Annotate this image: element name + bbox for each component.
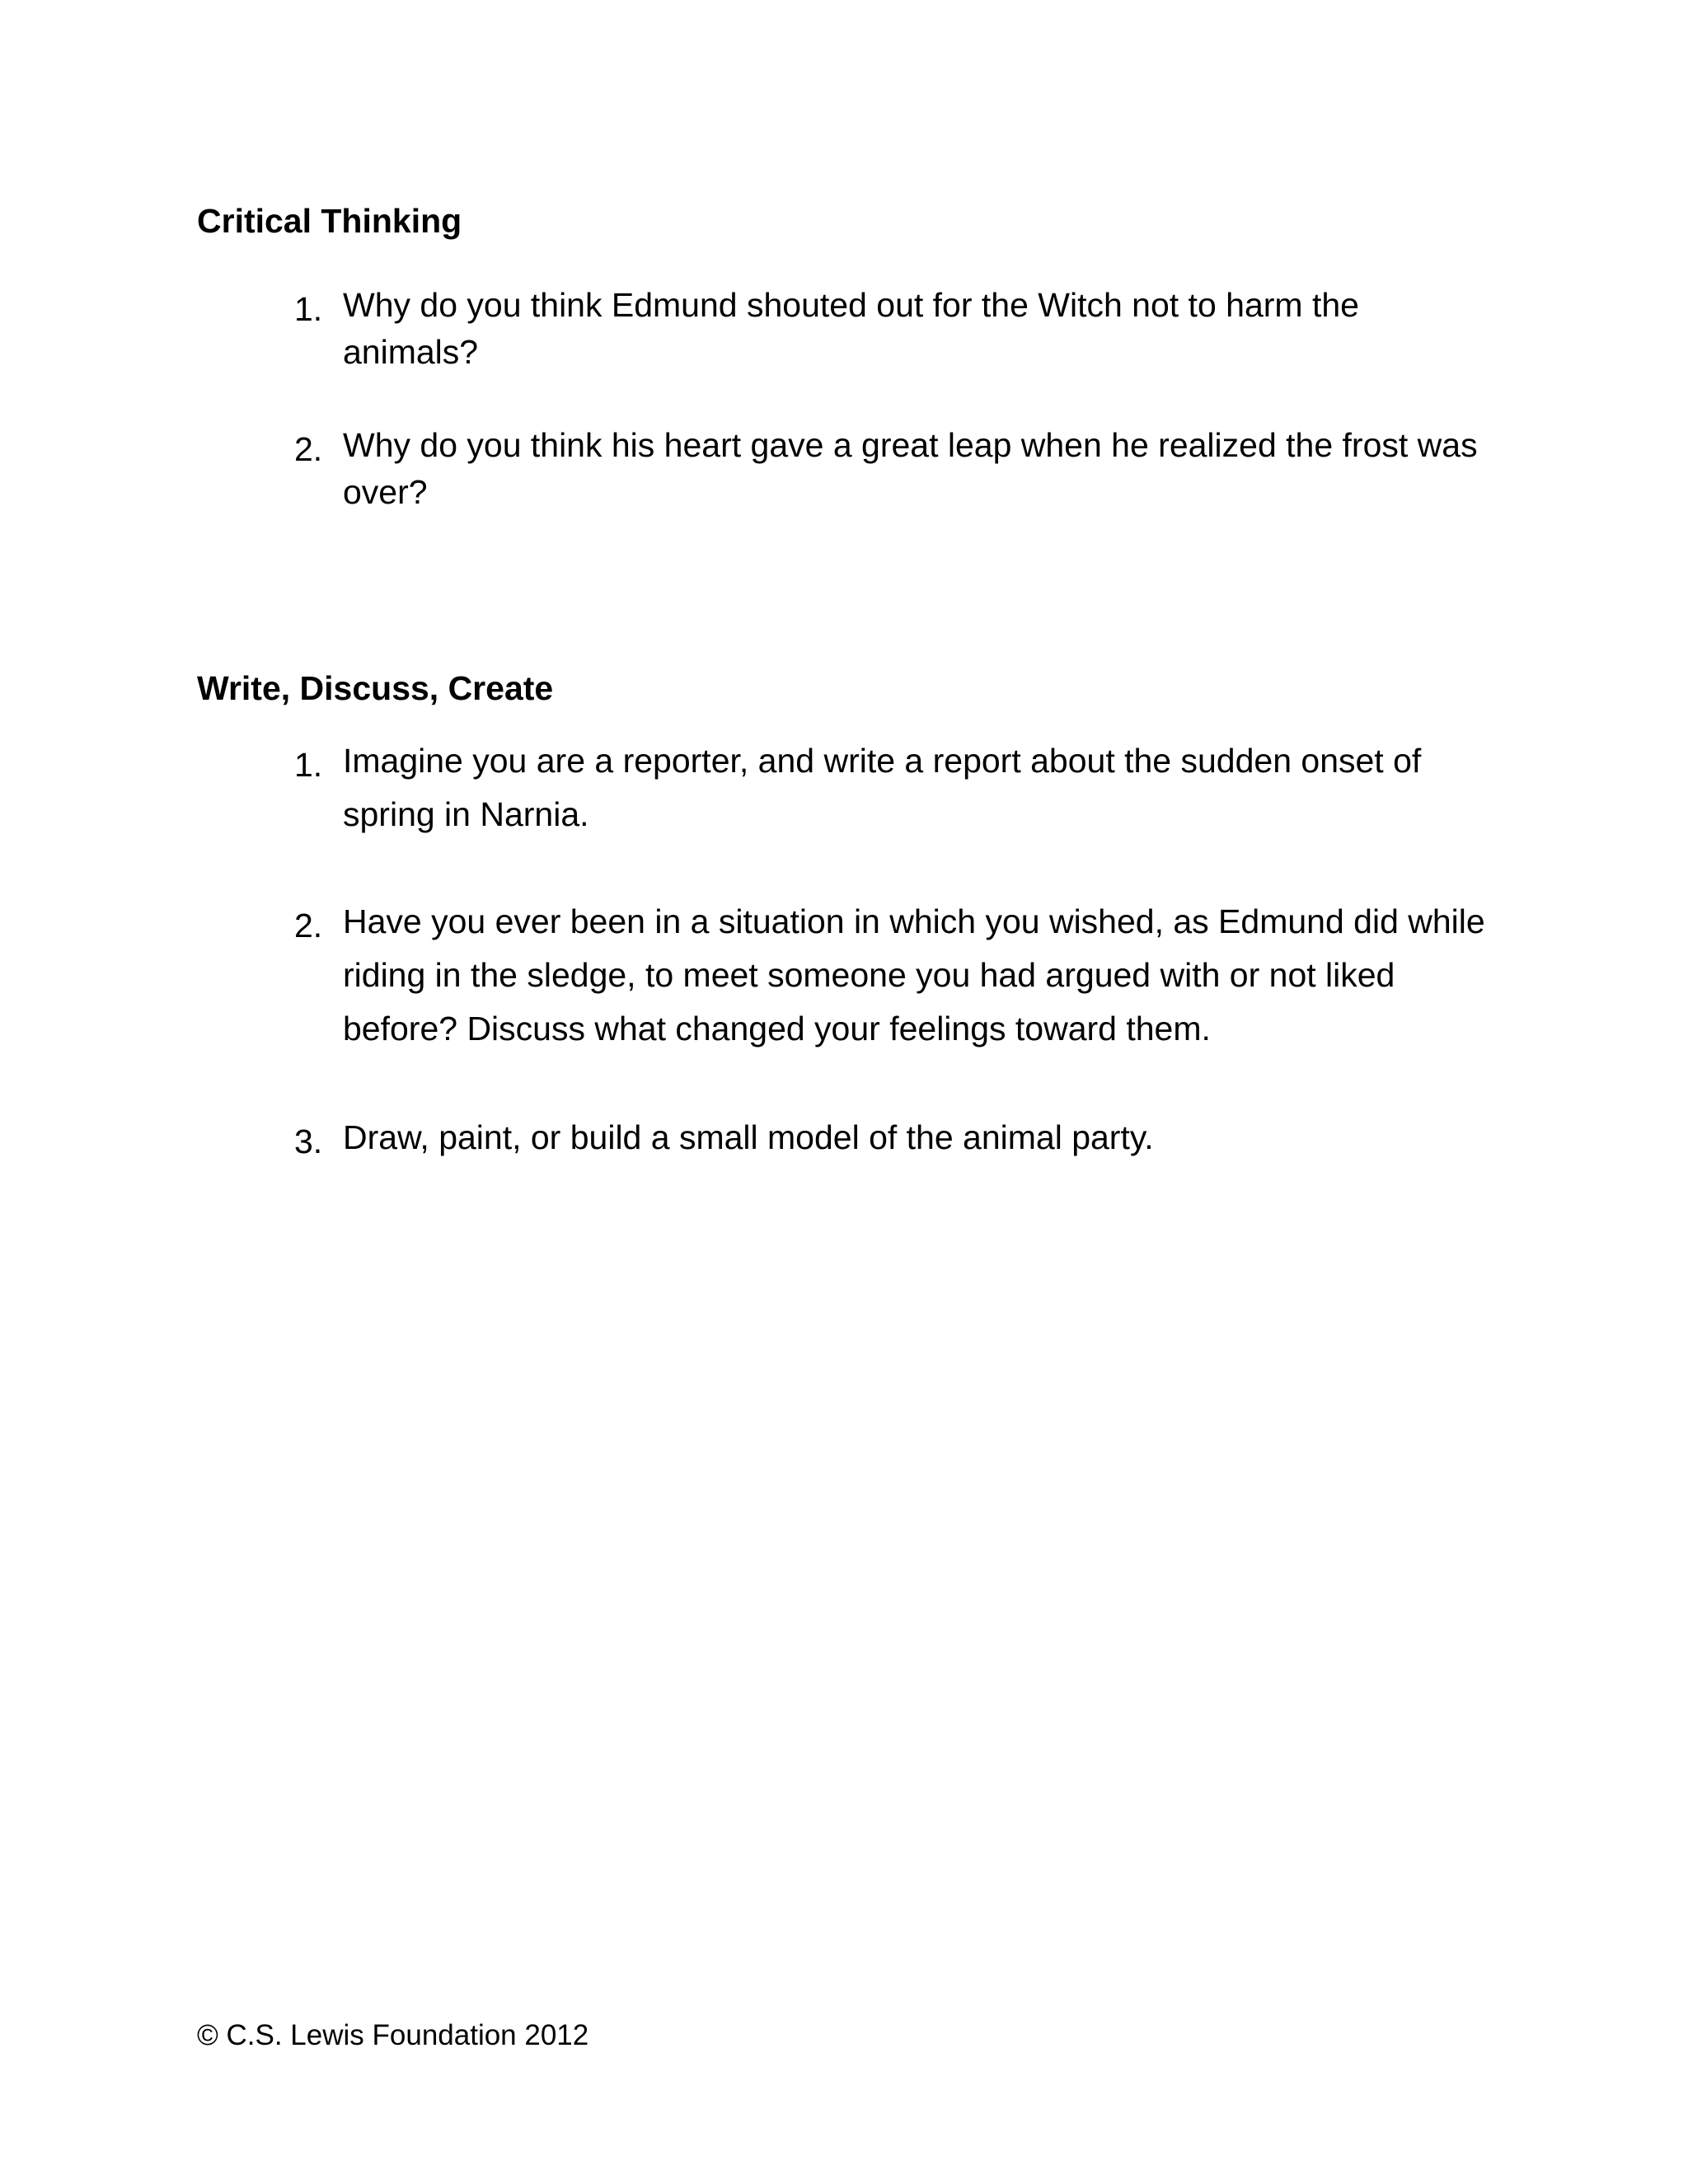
item-text: Why do you think Edmund shouted out for the Witch not to harm the animals?	[343, 286, 1359, 371]
section-heading-critical-thinking: Critical Thinking	[197, 202, 462, 240]
item-text: Why do you think his heart gave a great leap when he realized the frost was over?	[343, 426, 1478, 511]
item-number: 1.	[294, 746, 323, 784]
item-number: 3.	[294, 1122, 323, 1160]
item-text: Draw, paint, or build a small model of the animal party.	[343, 1118, 1154, 1156]
section-heading-write-discuss-create: Write, Discuss, Create	[197, 669, 554, 707]
item-text: Have you ever been in a situation in which you wished, as Edmund did while riding in the sledge, to meet someone you had argued with or not liked before? Discuss what changed your feelings toward them.	[343, 902, 1485, 1047]
item-text: Imagine you are a reporter, and write a report about the sudden onset of spring in Narnia.	[343, 742, 1422, 833]
item-number: 2.	[294, 430, 323, 468]
copyright-footer: © C.S. Lewis Foundation 2012	[197, 2019, 589, 2051]
item-number: 1.	[294, 290, 323, 328]
item-number: 2.	[294, 907, 323, 944]
